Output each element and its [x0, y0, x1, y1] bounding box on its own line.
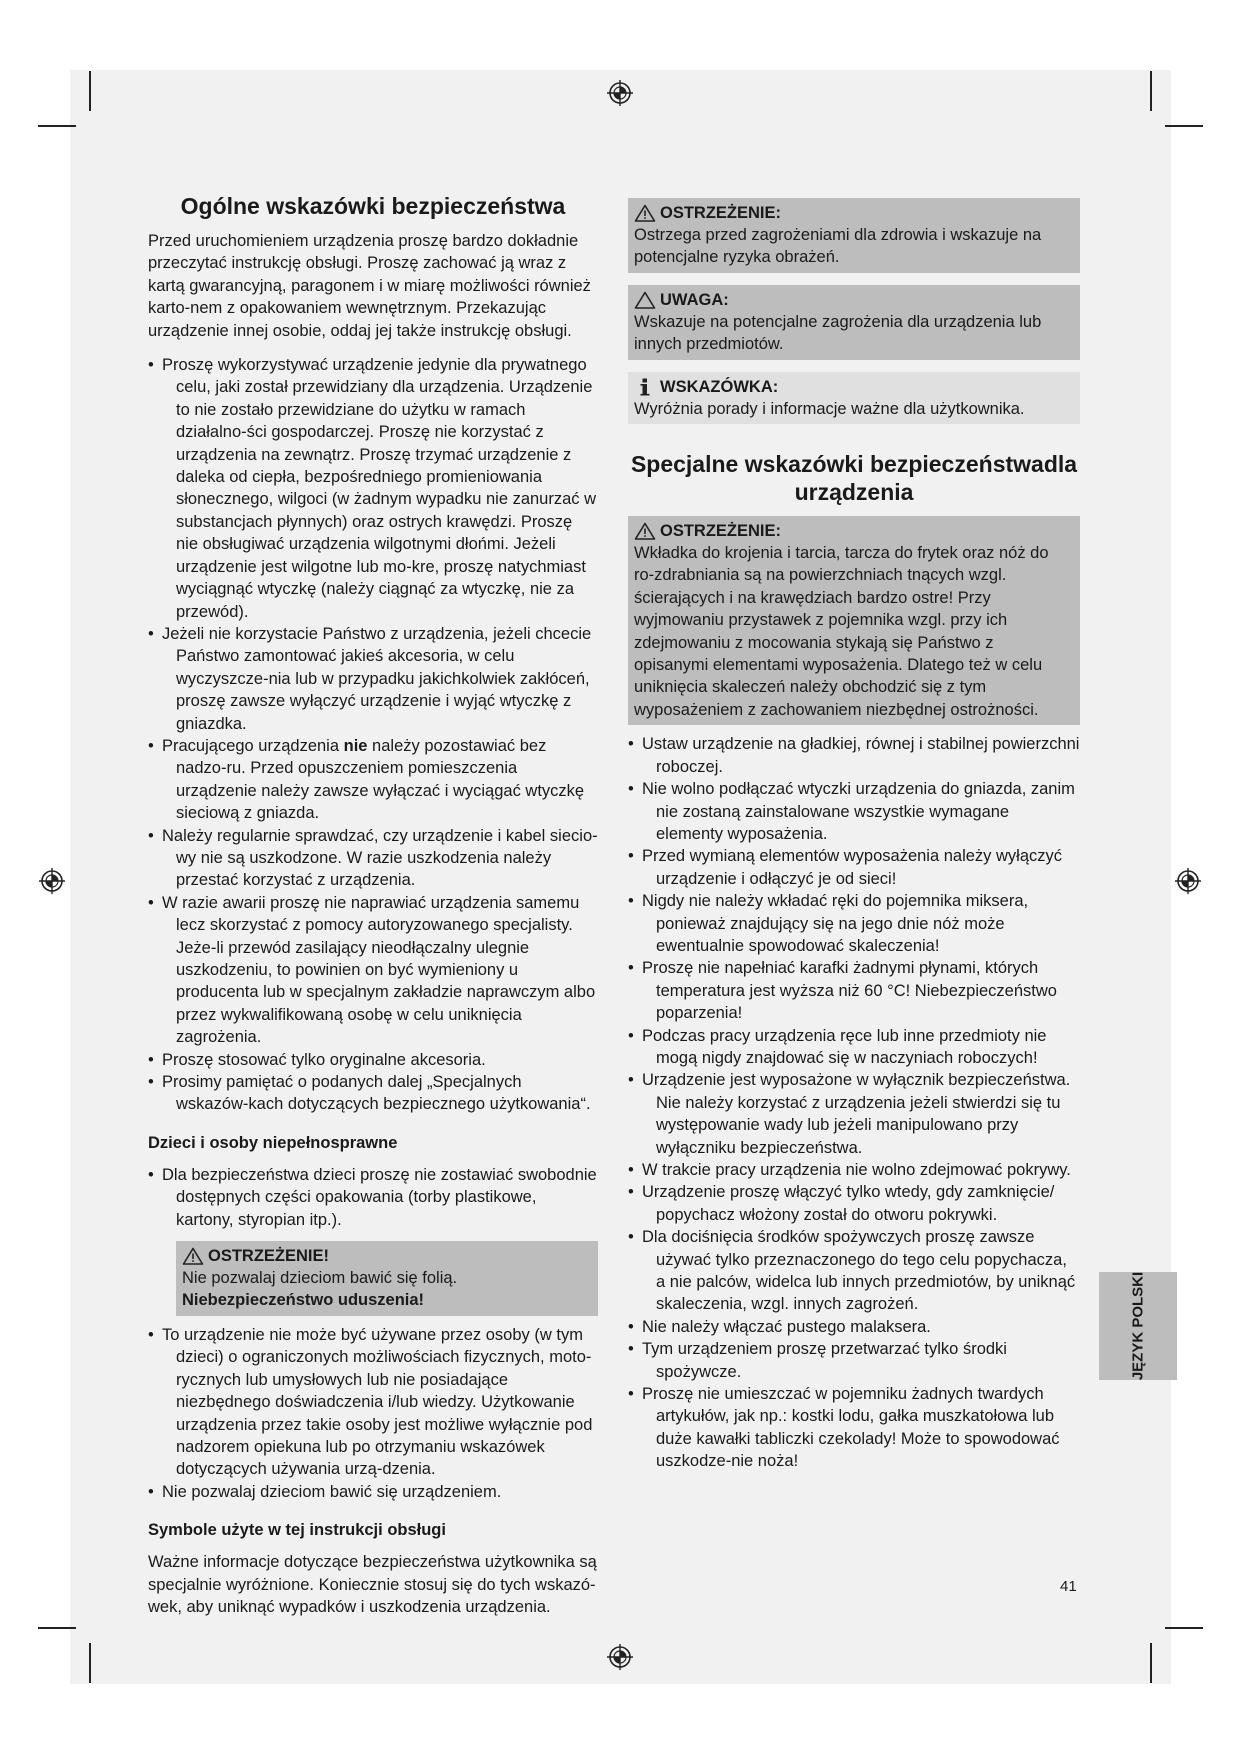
general-bullet-list	[148, 354, 598, 1116]
children-bullet-list	[148, 1164, 598, 1231]
list-item: • Jeżeli nie korzystacie Państwo z urządzenia, jeżeli chcecie Państwo zamontować jakieś akcesoria, w celu wyczyszcze-nia lub w przypadku jakichkolwiek zakłóceń, proszę zawsze wyłączyć urządzenie i wyjąć wtyczkę z gniazdka.	[148, 624, 592, 733]
warning-text: Nie pozwalaj dzieciom bawić się folią.	[182, 1269, 458, 1288]
section-title-general: Ogólne wskazówki bezpieczeństwa	[180, 193, 566, 219]
list-item: • To urządzenie nie może być używane przez osoby (w tym dzieci) o ograniczonych możliwościach fizycznych, moto-rycznych lub umysłowych lub nie posiadające niezbędnego doświadczenia i/lub wiedzy. Użytkowanie urządzenia przez takie osoby jest możliwe wyłącznie pod nadzorem opiekuna lub po otrzymaniu wskazówek dotyczących używania urzą-dzenia.	[148, 1325, 593, 1479]
caution-triangle-icon	[634, 291, 656, 309]
special-warning-box	[628, 516, 1080, 725]
list-item: • Dla dociśnięcia środków spożywczych proszę zawsze używać tylko przeznaczonego do tego celu popychacza, a nie palców, widelca lub innych przedmiotów, by uniknąć skaleczenia, wzgl. innych zagrożeń.	[628, 1228, 1076, 1314]
legend-note-text: Wyróżnia porady i informacje ważne dla użytkownika.	[634, 399, 1025, 418]
list-item: • Urządzenie proszę włączyć tylko wtedy, gdy zamknięcie/ popychacz włożony został do otworu pokrywki.	[628, 1183, 1055, 1224]
list-item: • Nie wolno podłączać wtyczki urządzenia do gniazda, zanim nie zostaną zainstalowane wszystkie wymagane elementy wyposażenia.	[628, 780, 1075, 843]
list-item: • Proszę nie umieszczać w pojemniku żadnych twardych artykułów, jak np.: kostki lodu, gałka muszkatołowa lub duże kawałki tabliczki czekolady! Może to spowodować uszkodze-nie noża!	[628, 1385, 1060, 1471]
symbols-heading: Symbole użyte w tej instrukcji obsługi	[148, 1521, 446, 1540]
crop-mark	[1165, 125, 1203, 127]
child-warning-box	[176, 1241, 598, 1316]
list-item: • Proszę stosować tylko oryginalne akcesoria.	[148, 1050, 486, 1069]
crop-mark	[1150, 71, 1152, 111]
symbols-paragraph: Ważne informacje dotyczące bezpieczeństwa użytkownika są specjalnie wyróżnione. Koniecznie stosuj się do tych wskazó-wek, aby uniknąć wypadków i uszkodzenia urządzenia.	[148, 1553, 597, 1616]
list-item: • W razie awarii proszę nie naprawiać urządzenia samemu lecz skorzystać z pomocy autoryzowanego specjalisty. Jeże-li przewód zasilający nieodłączalny ulegnie uszkodzeniu, to powinien on być wymieniony u producenta lub w specjalnym zakładzie naprawczym albo przez wykwalifikowaną osobę w celu uniknięcia zagrożenia.	[148, 893, 596, 1047]
list-item: • Ustaw urządzenie na gładkiej, równej i stabilnej powierzchni roboczej.	[628, 735, 1080, 776]
registration-mark-icon	[37, 866, 67, 896]
legend-warning-box	[628, 198, 1080, 273]
legend-caution-text: Wskazuje na potencjalne zagrożenia dla urządzenia lub innych przedmiotów.	[634, 312, 1042, 354]
warning-triangle-icon	[634, 204, 656, 222]
registration-mark-icon	[605, 1642, 635, 1672]
list-item: • Dla bezpieczeństwa dzieci proszę nie zostawiać swobodnie dostępnych części opakowania (torby plastikowe, kartony, styropian itp.).	[148, 1165, 597, 1229]
list-item: • Nie należy włączać pustego malaksera.	[628, 1317, 931, 1336]
section-title-special: Specjalne wskazówki bezpieczeństwadla urządzenia	[630, 451, 1078, 506]
list-item: • Nigdy nie należy wkładać ręki do pojemnika miksera, ponieważ znajdujący się na jego dnie nóż może ewentualnie spowodować skaleczenia!	[628, 892, 1029, 955]
children-heading: Dzieci i osoby niepełnosprawne	[148, 1133, 398, 1152]
legend-warning-text: Ostrzega przed zagrożeniami dla zdrowia i wskazuje na potencjalne ryzyka obrażeń.	[634, 226, 1042, 267]
list-item: • Proszę wykorzystywać urządzenie jedynie dla prywatnego celu, jaki został przewidziany dla urządzenia. Urządzenie to nie zostało przewidziane do użytku w ramach działalno-ści gospodarczej. Proszę nie korzystać z urządzenia na zewnątrz. Proszę trzymać urządzenie z daleka od ciepła, bezpośredniego promieniowania słonecznego, wilgoci (w żadnym wypadku nie zanurzać w substancjach płynnych) oraz ostrych krawędzi. Proszę nie obsługiwać urządzenia wilgotnymi dłońmi. Jeżeli urządzenie jest wilgotne lub mo-kre, proszę natychmiast wyciągnąć wtyczkę (należy ciągnąć za wtyczkę, nie za przewód).	[148, 356, 597, 621]
special-bullet-list	[628, 733, 1080, 1472]
crop-mark	[38, 125, 76, 127]
warning-triangle-icon	[634, 522, 656, 540]
intro-paragraph: Przed uruchomieniem urządzenia proszę bardzo dokładnie przeczytać instrukcję obsługi. Proszę zachować ją wraz z kartą gwarancyjną, paragonem i w miarę możliwości również karto-nem z opakowaniem wewnętrznym. Przekazując urządzenie innej osobie, oddaj jej także instrukcję obsługi.	[148, 232, 591, 340]
language-tab: JĘZYK POLSKI	[1099, 1272, 1177, 1380]
list-item: • W trakcie pracy urządzenia nie wolno zdejmować pokrywy.	[628, 1161, 1071, 1179]
registration-mark-icon	[1173, 866, 1203, 896]
crop-mark	[89, 1643, 91, 1683]
crop-mark	[1165, 1627, 1203, 1629]
list-item: • Proszę nie napełniać karafki żadnymi płynami, których temperatura jest wyższa niż 60 °C! Niebezpieczeństwo poparzenia!	[628, 959, 1057, 1023]
legend-note-box	[628, 372, 1080, 424]
legend-caution-box	[628, 285, 1080, 360]
list-item: • Nie pozwalaj dzieciom bawić się urządzeniem.	[148, 1482, 502, 1501]
list-item: • Podczas pracy urządzenia ręce lub inne przedmioty nie mogą nigdy znajdować się w naczyniach roboczych!	[628, 1026, 1047, 1067]
list-item: • Tym urządzeniem proszę przetwarzać tylko środki spożywcze.	[628, 1340, 1007, 1381]
list-item: • Prosimy pamiętać o podanych dalej „Specjalnych wskazów-kach dotyczących bezpiecznego użytkowania“.	[148, 1073, 591, 1114]
left-column	[148, 192, 598, 1618]
list-item: • Przed wymianą elementów wyposażenia należy wyłączyć urządzenie i odłączyć je od sieci!	[628, 847, 1063, 888]
crop-mark	[1150, 1643, 1152, 1683]
registration-mark-icon	[605, 78, 635, 108]
right-column	[628, 198, 1080, 1473]
crop-mark	[89, 71, 91, 111]
legend-note-heading: WSKAZÓWKA:	[634, 376, 1072, 398]
warning-heading: OSTRZEŻENIE!	[182, 1245, 590, 1267]
warning-emphasis: Niebezpieczeństwo uduszenia!	[182, 1291, 425, 1310]
special-warning-text: Wkładka do krojenia i tarcia, tarcza do frytek oraz nóż do ro-zdrabniania są na powierzchniach tnących wzgl. ścierających i na krawędziach bardzo ostre! Przy wyjmowaniu przystawek z pojemnika wzgl. przy ich zdejmowaniu z mocowania stykają się Państwo z opisanymi elementami wyposażenia. Dlatego też w celu uniknięcia skaleczeń należy obchodzić się z tym wyposażeniem z zachowaniem niezbędnej ostrożności.	[634, 544, 1049, 719]
list-item: • Należy regularnie sprawdzać, czy urządzenie i kabel siecio-wy nie są uszkodzone. W razie uszkodzenia należy przestać korzystać z urządzenia.	[148, 826, 598, 890]
legend-warning-heading: OSTRZEŻENIE:	[634, 202, 1072, 224]
crop-mark	[38, 1627, 76, 1629]
list-item: • Pracującego urządzenia nie należy pozostawiać bez nadzo-ru. Przed opuszczeniem pomieszczenia urządzenie należy zawsze wyłączać i wyciągać wtyczkę sieciową z gniazda.	[148, 736, 585, 823]
children-bullet-list-b	[148, 1324, 598, 1503]
warning-triangle-icon	[182, 1247, 204, 1265]
list-item: • Urządzenie jest wyposażone w wyłącznik bezpieczeństwa. Nie należy korzystać z urządzenia jeżeli stwierdzi się tu występowanie wady lub jeżeli manipulowano przy wyłączniku bezpieczeństwa.	[628, 1071, 1071, 1157]
page-number: 41	[1060, 1578, 1077, 1595]
legend-caution-heading: UWAGA:	[634, 289, 1072, 311]
special-warning-heading: OSTRZEŻENIE:	[634, 520, 1072, 542]
info-icon	[634, 378, 656, 396]
